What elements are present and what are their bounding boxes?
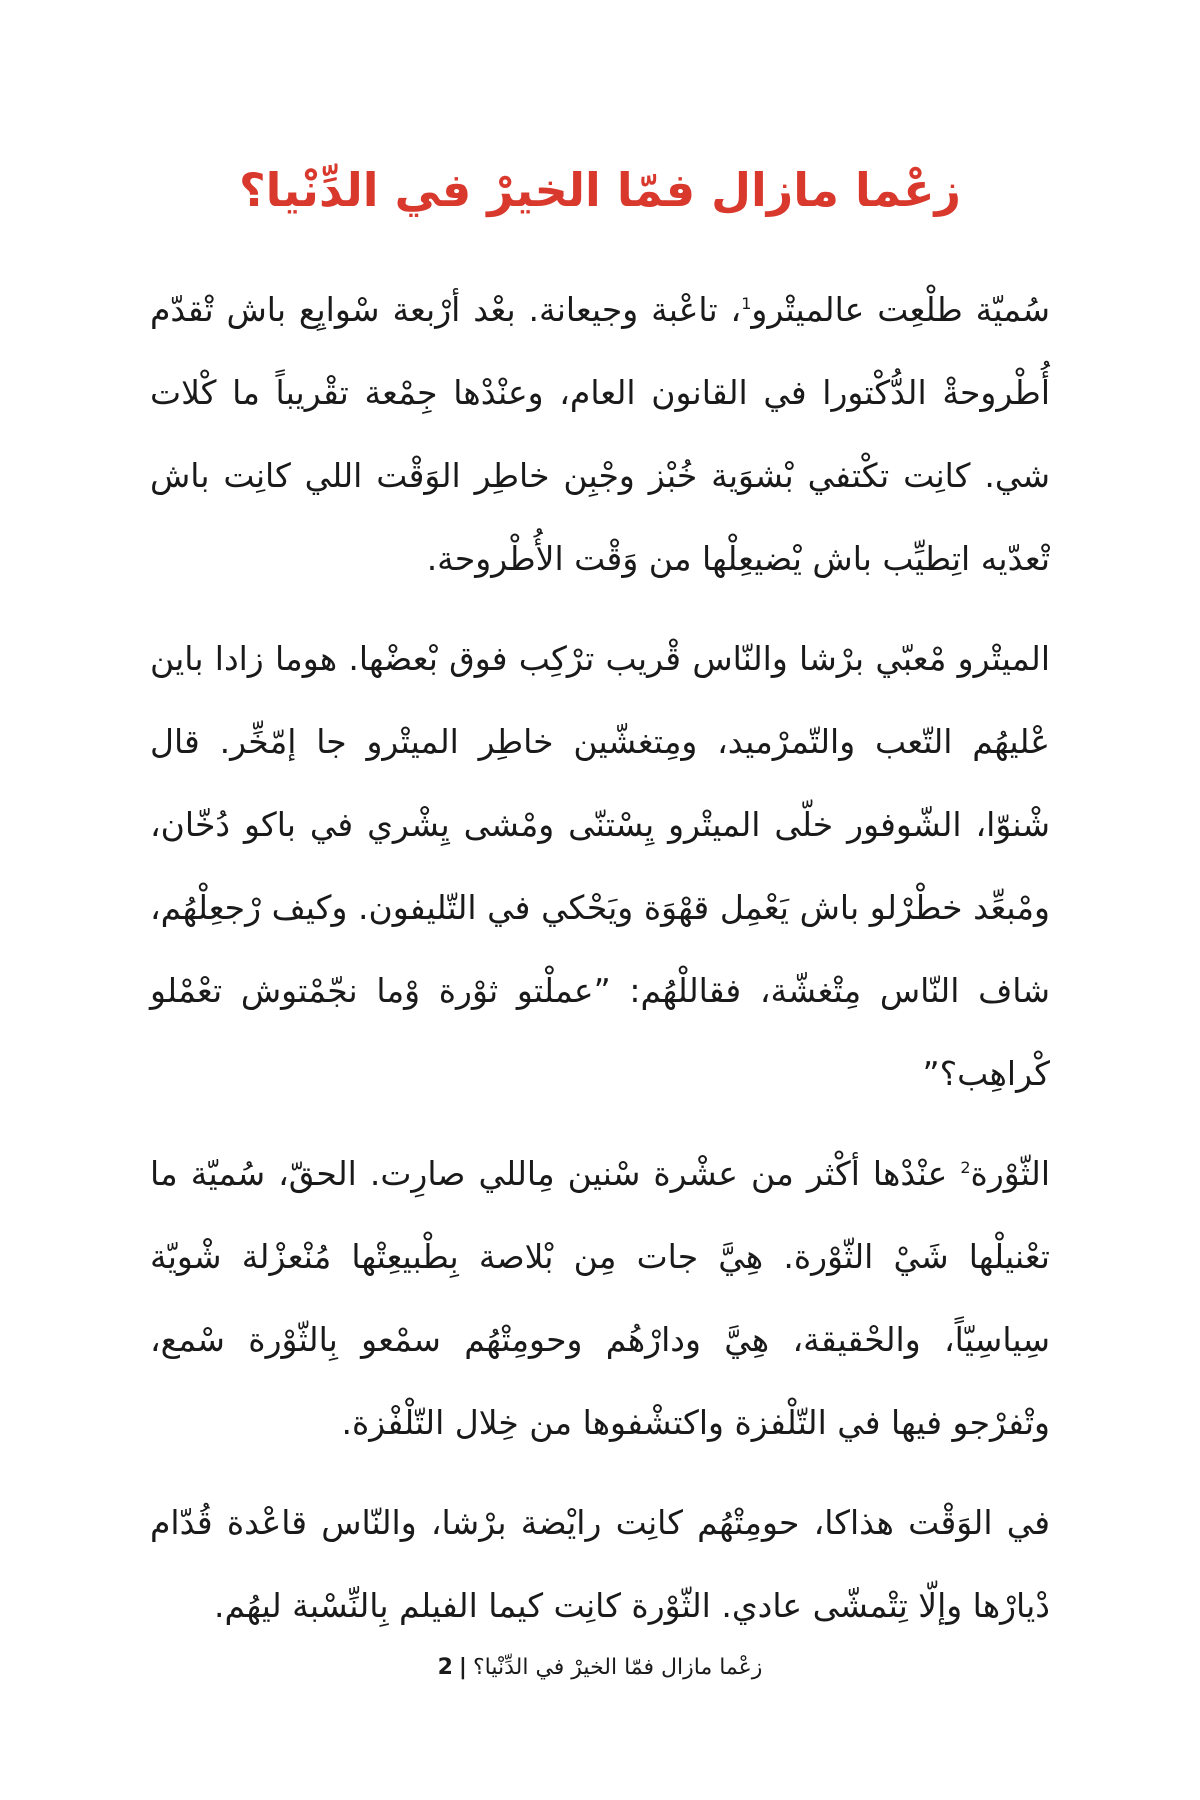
footer-running-title: زعْما مازال فمّا الخيرْ في الدِّنْيا؟ <box>472 1655 763 1680</box>
paragraph-1-rest: ، تاعْبة وجيعانة. بعْد أرْبعة سْوايِع باش تْقدّم أُطْروحةْ الدُّكْتورا في القانون العام، وعنْدْها جِمْعة تقْريباً ما كْلات شي. كانِت تكْتفي بْشوَية خُبْز وجْبِن خاطِر الوَقْت اللي كانِت باش تْعدّيه اتِطيِّب باش يْضيعِلْها من وَقْت الأُطْروحة. <box>150 290 1050 578</box>
paragraph-4: في الوَقْت هذاكا، حومِتْهُم كانِت رايْضة برْشا، والنّاس قاعْدة قُدّام دْيارْها وإلّا تِتْمشّى عادي. الثّوْرة كانِت كيما الفيلم بِالنِّسْبة ليهُم. <box>150 1503 1050 1625</box>
footnote-marker-2[interactable]: 2 <box>960 1158 971 1177</box>
page-number: 2 <box>437 1655 453 1680</box>
paragraph-3 <box>150 1132 1050 1464</box>
paragraph-1-start: سُميّة طلْعِت عالميتْرو <box>751 290 1051 329</box>
footnote-marker-1[interactable]: 1 <box>741 294 752 313</box>
page-footer <box>0 1654 1200 1683</box>
story-body <box>150 268 1050 1647</box>
paragraph-1 <box>150 268 1050 600</box>
paragraph-2: الميتْرو مْعبّي برْشا والنّاس قْريب ترْكِب فوق بْعضْها. هوما زادا باين عْليهُم التّعب والتّمرْميد، ومِتغشّين خاطِر الميتْرو جا إمّخِّر. قال شْنوّا، الشّوفور خلّى الميتْرو يِسْتنّى ومْشى يِشْري في باكو دُخّان، ومْبعِّد خطْرْلو باش يَعْمِل قهْوَة ويَحْكي في التّليفون. وكيف رْجعِلْهُم، شاف النّاس مِتْغشّة، فقاللْهُم: ”عملْتو ثوْرة وْما نجّمْتوش تعْمْلو كْراهِب؟” <box>150 639 1050 1093</box>
footer-separator: | <box>458 1655 467 1680</box>
paragraph-3-rest: عنْدْها أكْثر من عشْرة سْنين مِاللي صارِت. الحقّ، سُميّة ما تعْنيلْها شَيْ الثّوْرة. هِيَّ جات مِن بْلاصة بِطْبيعِتْها مُنْعزْلة شْويّة سِياسِيّاً، والحْقيقة، هِيَّ ودارْهُم وحومِتْهُم سمْعو بِالثّوْرة سْمع، وتْفرْجو فيها في التّلْفزة واكتشْفوها من خِلال التّلْفْزة. <box>150 1154 1050 1442</box>
paragraph-3-start: الثّوْرة <box>970 1154 1050 1193</box>
page-title: زعْما مازال فمّا الخيرْ في الدِّنْيا؟ <box>238 163 962 217</box>
